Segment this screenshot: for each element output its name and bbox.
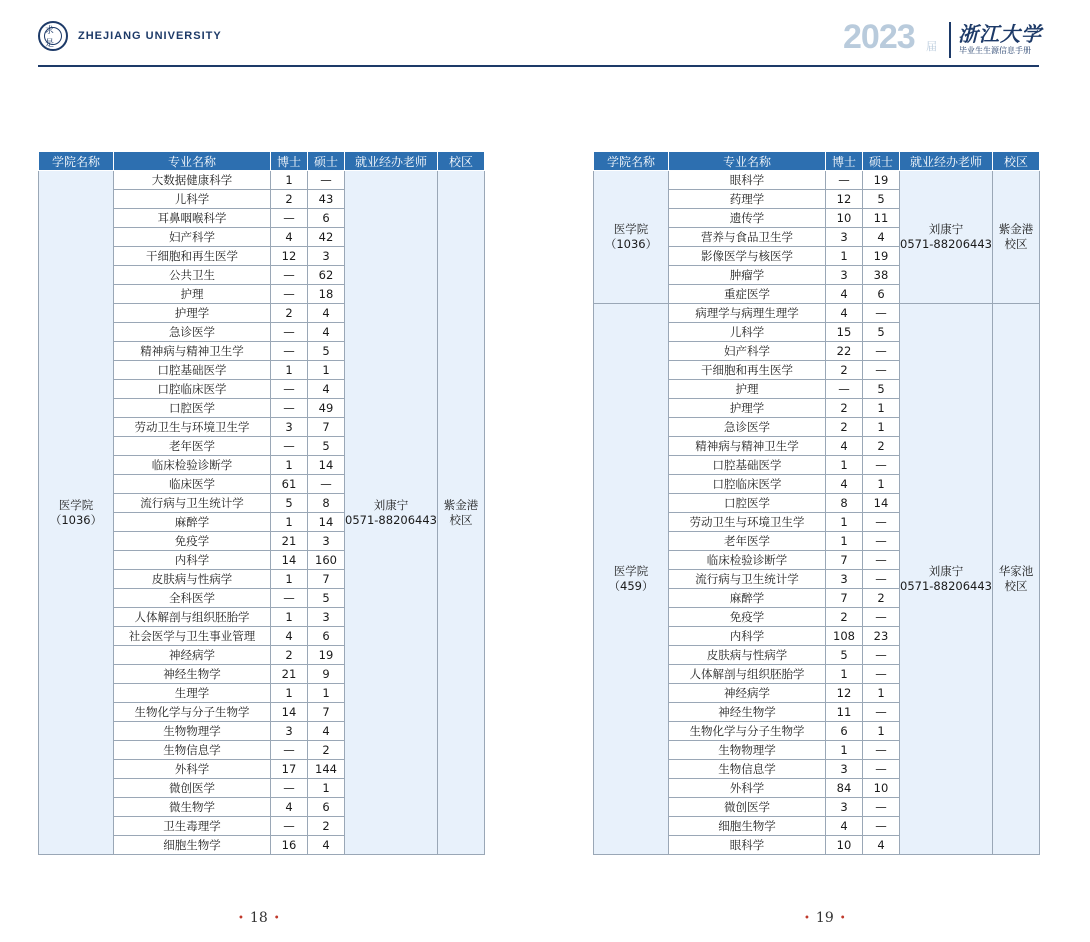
major-name: 干细胞和再生医学 <box>114 247 271 266</box>
table-row <box>39 171 485 190</box>
master-count: 42 <box>308 228 345 247</box>
phd-count: — <box>826 380 863 399</box>
col-campus: 校区 <box>438 152 485 171</box>
major-name: 公共卫生 <box>114 266 271 285</box>
phd-count: 4 <box>826 304 863 323</box>
phd-count: — <box>271 779 308 798</box>
phd-count: 3 <box>271 418 308 437</box>
phd-count: — <box>271 399 308 418</box>
major-name: 急诊医学 <box>114 323 271 342</box>
master-count: 5 <box>863 380 900 399</box>
major-name: 影像医学与核医学 <box>669 247 826 266</box>
phd-count: 1 <box>271 513 308 532</box>
major-name: 皮肤病与性病学 <box>669 646 826 665</box>
master-count: — <box>308 475 345 494</box>
phd-count: 4 <box>826 475 863 494</box>
master-count: 23 <box>863 627 900 646</box>
logo-mark: 求是 <box>44 27 62 45</box>
phd-count: 108 <box>826 627 863 646</box>
header-divider <box>949 22 951 58</box>
major-name: 眼科学 <box>669 836 826 855</box>
major-name: 免疫学 <box>669 608 826 627</box>
major-name: 神经生物学 <box>669 703 826 722</box>
major-name: 干细胞和再生医学 <box>669 361 826 380</box>
master-count: 1 <box>863 722 900 741</box>
phd-count: 1 <box>271 570 308 589</box>
phd-count: 4 <box>826 437 863 456</box>
major-name: 临床检验诊断学 <box>114 456 271 475</box>
phd-count: — <box>271 323 308 342</box>
phd-count: 3 <box>826 760 863 779</box>
phd-count: — <box>271 589 308 608</box>
phd-count: 1 <box>271 684 308 703</box>
master-count: 7 <box>308 703 345 722</box>
phd-count: — <box>271 266 308 285</box>
phd-count: 3 <box>826 798 863 817</box>
master-count: 1 <box>863 475 900 494</box>
col-master: 硕士 <box>863 152 900 171</box>
master-count: 6 <box>308 627 345 646</box>
teacher-phone: 0571-88206443 <box>900 579 992 593</box>
master-count: 19 <box>863 171 900 190</box>
master-count: 3 <box>308 532 345 551</box>
master-count: 5 <box>308 342 345 361</box>
master-count: 160 <box>308 551 345 570</box>
master-count: 144 <box>308 760 345 779</box>
major-name: 护理 <box>669 380 826 399</box>
col-master: 硕士 <box>308 152 345 171</box>
master-count: 19 <box>863 247 900 266</box>
table-row <box>594 304 1040 323</box>
major-name: 口腔医学 <box>114 399 271 418</box>
major-name: 社会医学与卫生事业管理 <box>114 627 271 646</box>
phd-count: 3 <box>826 266 863 285</box>
phd-count: 4 <box>271 627 308 646</box>
year-suffix: 届 <box>926 40 937 53</box>
major-name: 免疫学 <box>114 532 271 551</box>
major-name: 急诊医学 <box>669 418 826 437</box>
phd-count: 7 <box>826 551 863 570</box>
major-name: 微创医学 <box>114 779 271 798</box>
phd-count: 2 <box>271 304 308 323</box>
college-name: 医学院 <box>58 497 94 512</box>
phd-count: — <box>271 817 308 836</box>
phd-count: 61 <box>271 475 308 494</box>
phd-count: 1 <box>271 361 308 380</box>
college-cell <box>39 171 114 855</box>
major-name: 生物信息学 <box>114 741 271 760</box>
major-name: 老年医学 <box>669 532 826 551</box>
college-code: （1036） <box>49 512 103 527</box>
phd-count: — <box>271 380 308 399</box>
master-count: 6 <box>863 285 900 304</box>
master-count: 2 <box>863 437 900 456</box>
master-count: — <box>863 646 900 665</box>
teacher-name: 刘康宁 <box>373 497 409 512</box>
master-count: 8 <box>308 494 345 513</box>
phd-count: 11 <box>826 703 863 722</box>
phd-count: 1 <box>826 665 863 684</box>
col-college: 学院名称 <box>594 152 669 171</box>
master-count: 2 <box>308 741 345 760</box>
left-majors-table <box>38 151 485 855</box>
phd-count: 2 <box>826 418 863 437</box>
master-count: — <box>863 304 900 323</box>
major-name: 儿科学 <box>669 323 826 342</box>
phd-count: 1 <box>271 608 308 627</box>
major-name: 内科学 <box>669 627 826 646</box>
major-name: 麻醉学 <box>669 589 826 608</box>
phd-count: 4 <box>826 817 863 836</box>
phd-count: 6 <box>826 722 863 741</box>
master-count: 11 <box>863 209 900 228</box>
phd-count: 3 <box>826 570 863 589</box>
phd-count: 3 <box>271 722 308 741</box>
master-count: 9 <box>308 665 345 684</box>
teacher-cell <box>900 304 993 855</box>
college-code: （1036） <box>604 237 658 251</box>
teacher-phone: 0571-88206443 <box>900 237 992 251</box>
master-count: 4 <box>308 323 345 342</box>
master-count: 1 <box>308 361 345 380</box>
major-name: 细胞生物学 <box>114 836 271 855</box>
phd-count: — <box>271 342 308 361</box>
phd-count: — <box>271 741 308 760</box>
master-count: — <box>863 551 900 570</box>
major-name: 生物物理学 <box>669 741 826 760</box>
master-count: 1 <box>863 684 900 703</box>
master-count: 7 <box>308 570 345 589</box>
master-count: 10 <box>863 779 900 798</box>
college-name: 医学院 <box>613 564 649 578</box>
major-name: 口腔基础医学 <box>114 361 271 380</box>
master-count: — <box>863 760 900 779</box>
master-count: — <box>863 532 900 551</box>
right-majors-table <box>593 151 1040 855</box>
major-name: 重症医学 <box>669 285 826 304</box>
phd-count: — <box>826 171 863 190</box>
major-name: 遗传学 <box>669 209 826 228</box>
phd-count: 21 <box>271 665 308 684</box>
master-count: 5 <box>863 323 900 342</box>
master-count: 5 <box>308 589 345 608</box>
master-count: 4 <box>308 836 345 855</box>
master-count: 4 <box>308 304 345 323</box>
phd-count: 1 <box>826 532 863 551</box>
major-name: 眼科学 <box>669 171 826 190</box>
brand-calligraphy: 浙江大学 <box>958 22 1042 46</box>
campus-cell: 紫金港校区 <box>993 171 1040 304</box>
university-name: ZHEJIANG UNIVERSITY <box>78 30 222 42</box>
campus-cell: 华家池校区 <box>993 304 1040 855</box>
teacher-cell <box>900 171 993 304</box>
master-count: — <box>863 342 900 361</box>
college-cell <box>594 171 669 304</box>
major-name: 妇产科学 <box>669 342 826 361</box>
master-count: 6 <box>308 209 345 228</box>
phd-count: 21 <box>271 532 308 551</box>
master-count: 3 <box>308 247 345 266</box>
master-count: 5 <box>308 437 345 456</box>
phd-count: 1 <box>271 171 308 190</box>
header-rule <box>38 65 1039 67</box>
major-name: 细胞生物学 <box>669 817 826 836</box>
master-count: 18 <box>308 285 345 304</box>
phd-count: 16 <box>271 836 308 855</box>
phd-count: 22 <box>826 342 863 361</box>
col-phd: 博士 <box>271 152 308 171</box>
table-header-row <box>594 152 1040 171</box>
master-count: 5 <box>863 190 900 209</box>
major-name: 麻醉学 <box>114 513 271 532</box>
phd-count: 1 <box>826 456 863 475</box>
phd-count: 5 <box>271 494 308 513</box>
phd-count: 15 <box>826 323 863 342</box>
major-name: 外科学 <box>114 760 271 779</box>
major-name: 妇产科学 <box>114 228 271 247</box>
year-label: 2023 <box>843 18 915 56</box>
major-name: 生理学 <box>114 684 271 703</box>
phd-count: 2 <box>826 361 863 380</box>
phd-count: — <box>271 209 308 228</box>
major-name: 精神病与精神卫生学 <box>114 342 271 361</box>
university-logo-icon <box>38 21 68 51</box>
master-count: 62 <box>308 266 345 285</box>
major-name: 口腔医学 <box>669 494 826 513</box>
college-code: （459） <box>608 579 654 593</box>
major-name: 生物物理学 <box>114 722 271 741</box>
page-number-right: • 19 • <box>804 910 846 926</box>
master-count: 38 <box>863 266 900 285</box>
major-name: 口腔基础医学 <box>669 456 826 475</box>
master-count: 7 <box>308 418 345 437</box>
major-name: 营养与食品卫生学 <box>669 228 826 247</box>
major-name: 神经病学 <box>669 684 826 703</box>
phd-count: 1 <box>826 513 863 532</box>
major-name: 大数据健康科学 <box>114 171 271 190</box>
master-count: 1 <box>863 418 900 437</box>
teacher-name: 刘康宁 <box>928 564 964 578</box>
major-name: 口腔临床医学 <box>114 380 271 399</box>
major-name: 人体解剖与组织胚胎学 <box>669 665 826 684</box>
phd-count: 4 <box>271 798 308 817</box>
major-name: 内科学 <box>114 551 271 570</box>
phd-count: 7 <box>826 589 863 608</box>
phd-count: 12 <box>271 247 308 266</box>
phd-count: — <box>271 285 308 304</box>
col-campus: 校区 <box>993 152 1040 171</box>
master-count: — <box>863 665 900 684</box>
phd-count: 14 <box>271 551 308 570</box>
phd-count: 17 <box>271 760 308 779</box>
major-name: 卫生毒理学 <box>114 817 271 836</box>
major-name: 皮肤病与性病学 <box>114 570 271 589</box>
major-name: 神经病学 <box>114 646 271 665</box>
handbook-subtitle: 毕业生生源信息手册 <box>959 46 1031 55</box>
phd-count: — <box>271 437 308 456</box>
phd-count: 10 <box>826 836 863 855</box>
master-count: 4 <box>863 836 900 855</box>
major-name: 病理学与病理生理学 <box>669 304 826 323</box>
major-name: 生物信息学 <box>669 760 826 779</box>
master-count: 1 <box>308 684 345 703</box>
col-teacher: 就业经办老师 <box>345 152 438 171</box>
master-count: — <box>308 171 345 190</box>
major-name: 流行病与卫生统计学 <box>669 570 826 589</box>
master-count: 4 <box>308 380 345 399</box>
table-header-row <box>39 152 485 171</box>
master-count: 43 <box>308 190 345 209</box>
master-count: 1 <box>863 399 900 418</box>
teacher-name: 刘康宁 <box>928 222 964 236</box>
major-name: 神经生物学 <box>114 665 271 684</box>
master-count: 6 <box>308 798 345 817</box>
master-count: — <box>863 570 900 589</box>
master-count: — <box>863 608 900 627</box>
major-name: 微创医学 <box>669 798 826 817</box>
phd-count: 2 <box>826 608 863 627</box>
campus-cell: 紫金港校区 <box>438 171 485 855</box>
master-count: 2 <box>863 589 900 608</box>
major-name: 微生物学 <box>114 798 271 817</box>
college-name: 医学院 <box>613 222 649 236</box>
major-name: 药理学 <box>669 190 826 209</box>
major-name: 流行病与卫生统计学 <box>114 494 271 513</box>
phd-count: 3 <box>826 228 863 247</box>
master-count: 14 <box>863 494 900 513</box>
page-number-left: • 18 • <box>238 910 280 926</box>
master-count: — <box>863 817 900 836</box>
major-name: 劳动卫生与环境卫生学 <box>669 513 826 532</box>
college-cell <box>594 304 669 855</box>
table-row <box>594 171 1040 190</box>
teacher-phone: 0571-88206443 <box>345 512 437 527</box>
major-name: 肿瘤学 <box>669 266 826 285</box>
major-name: 外科学 <box>669 779 826 798</box>
master-count: 1 <box>308 779 345 798</box>
col-college: 学院名称 <box>39 152 114 171</box>
master-count: 4 <box>863 228 900 247</box>
major-name: 护理 <box>114 285 271 304</box>
master-count: 14 <box>308 513 345 532</box>
phd-count: 10 <box>826 209 863 228</box>
major-name: 全科医学 <box>114 589 271 608</box>
master-count: — <box>863 456 900 475</box>
master-count: — <box>863 703 900 722</box>
phd-count: 4 <box>826 285 863 304</box>
major-name: 耳鼻咽喉科学 <box>114 209 271 228</box>
master-count: 19 <box>308 646 345 665</box>
phd-count: 14 <box>271 703 308 722</box>
teacher-cell <box>345 171 438 855</box>
phd-count: 4 <box>271 228 308 247</box>
master-count: — <box>863 798 900 817</box>
master-count: 2 <box>308 817 345 836</box>
col-phd: 博士 <box>826 152 863 171</box>
major-name: 老年医学 <box>114 437 271 456</box>
master-count: — <box>863 513 900 532</box>
major-name: 生物化学与分子生物学 <box>669 722 826 741</box>
master-count: — <box>863 741 900 760</box>
master-count: 4 <box>308 722 345 741</box>
master-count: 49 <box>308 399 345 418</box>
col-teacher: 就业经办老师 <box>900 152 993 171</box>
master-count: 14 <box>308 456 345 475</box>
major-name: 临床医学 <box>114 475 271 494</box>
major-name: 护理学 <box>669 399 826 418</box>
phd-count: 2 <box>271 190 308 209</box>
phd-count: 2 <box>271 646 308 665</box>
phd-count: 5 <box>826 646 863 665</box>
phd-count: 1 <box>271 456 308 475</box>
phd-count: 1 <box>826 247 863 266</box>
master-count: 3 <box>308 608 345 627</box>
major-name: 劳动卫生与环境卫生学 <box>114 418 271 437</box>
major-name: 口腔临床医学 <box>669 475 826 494</box>
phd-count: 2 <box>826 399 863 418</box>
phd-count: 84 <box>826 779 863 798</box>
page-header <box>0 0 1090 70</box>
col-major: 专业名称 <box>114 152 271 171</box>
major-name: 护理学 <box>114 304 271 323</box>
master-count: — <box>863 361 900 380</box>
major-name: 生物化学与分子生物学 <box>114 703 271 722</box>
major-name: 人体解剖与组织胚胎学 <box>114 608 271 627</box>
phd-count: 12 <box>826 684 863 703</box>
phd-count: 8 <box>826 494 863 513</box>
major-name: 临床检验诊断学 <box>669 551 826 570</box>
phd-count: 12 <box>826 190 863 209</box>
phd-count: 1 <box>826 741 863 760</box>
col-major: 专业名称 <box>669 152 826 171</box>
major-name: 精神病与精神卫生学 <box>669 437 826 456</box>
major-name: 儿科学 <box>114 190 271 209</box>
